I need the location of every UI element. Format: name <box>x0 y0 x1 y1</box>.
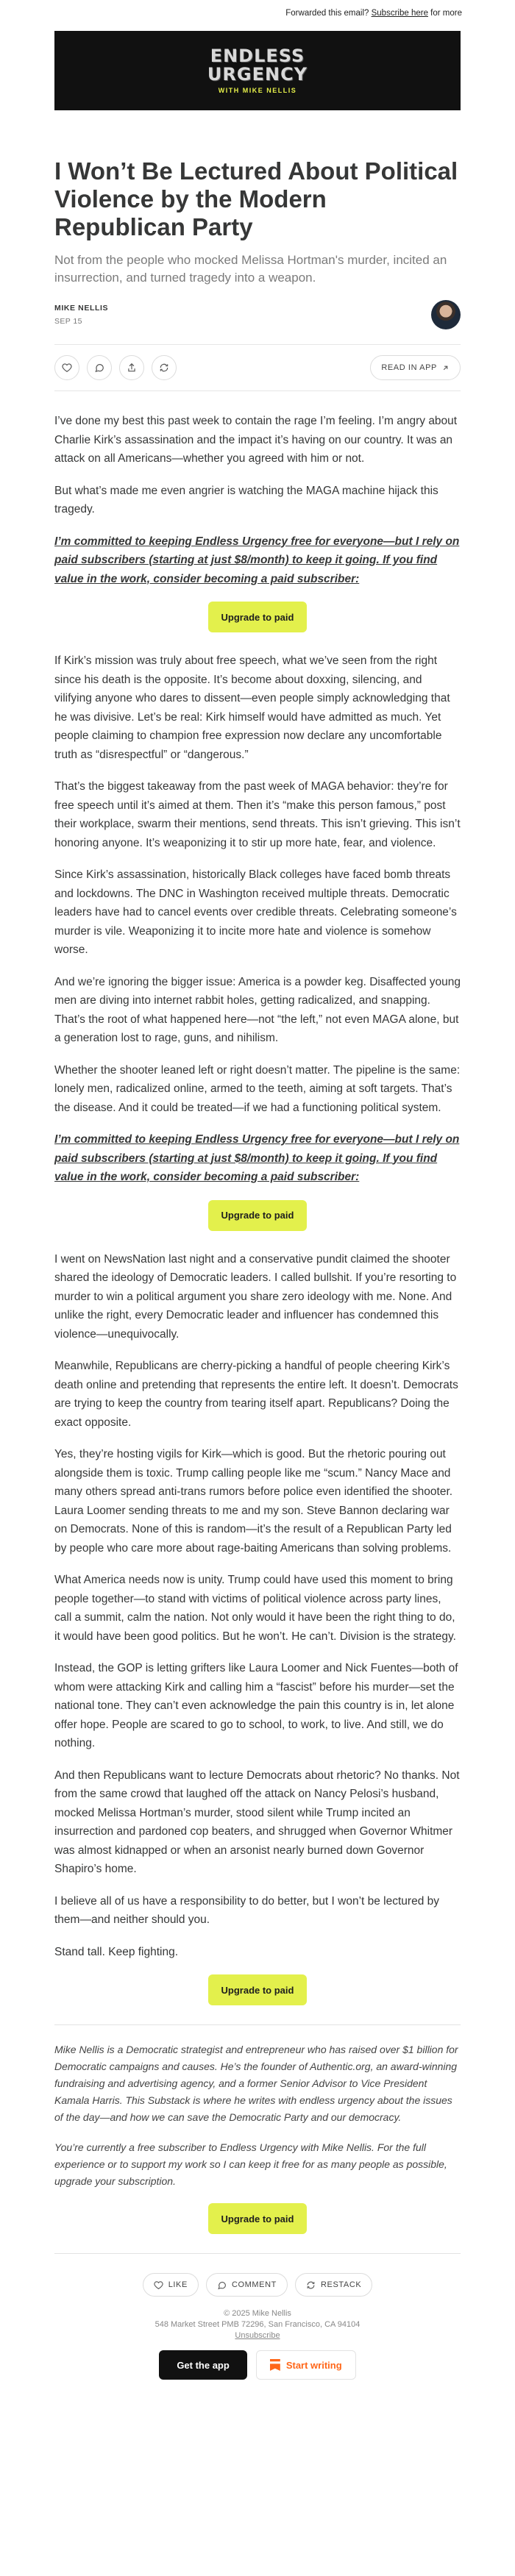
paragraph: I believe all of us have a responsibility to do better, but I won’t be lectured by them—and neither should you. <box>54 1894 440 1926</box>
paragraph: If Kirk’s mission was truly about free speech, what we’ve seen from the right since his death is the opposite. It’s become about doxxing, silencing, and vilifying anyone who dares to dissent—even people simply acknowledging that he was divisive. Let’s be real: Kirk himself would have admitted as much. Yet people claiming to champion free expression now declare any uncomfortable truth as “disrespectful” or “dangerous.” <box>54 654 450 761</box>
bio-paragraph: You’re currently a free subscriber to Endless Urgency with Mike Nellis. For the full experience or to support my work so I can keep it free for as many people as possible, upgrade your subscription. <box>54 2141 447 2187</box>
share-button[interactable] <box>119 355 144 380</box>
paragraph: Whether the shooter leaned left or right doesn’t matter. The pipeline is the same: lonely men, radicalized online, armed to the teeth, aiming at soft targets. That’s the disease. And it could be treated—if we had a functioning political system. <box>54 1063 461 1114</box>
copyright: © 2025 Mike Nellis <box>224 2309 291 2318</box>
paragraph: I went on NewsNation last night and a conservative pundit claimed the shooter shared the ideology of Democratic leaders. I called bullshit. If you’re resorting to murder to win a political argument you share zero ideology with me. None. And unlike the right, every Democratic leader and influencer has condemned this violence—unequivocally. <box>54 1252 457 1341</box>
heart-icon <box>62 363 72 373</box>
start-writing-button[interactable] <box>256 2350 356 2380</box>
byline <box>54 300 461 329</box>
footer-restack-button[interactable] <box>295 2273 372 2297</box>
like-label: LIKE <box>168 2280 188 2289</box>
bio-paragraph: Mike Nellis is a Democratic strategist and entrepreneur who has raised over $1 billion for Democratic campaigns and causes. He’s the founder of Authentic.org, an award-winning fundraising and advertising agency, and a former Senior Advisor to Vice President Kamala Harris. This Substack is where he writes with endless urgency about the issues of the day—and how we can save the Democratic Party and our democracy. <box>54 2044 458 2123</box>
email-footer <box>54 2308 461 2341</box>
forwarded-line <box>0 0 515 22</box>
post-content <box>0 157 515 2380</box>
comment-icon <box>94 363 104 373</box>
paragraph: And we’re ignoring the bigger issue: America is a powder keg. Disaffected young men are diving into internet rabbit holes, getting radicalized, and snapping. That’s the root of what happened here—not “the left,” not even MAGA alone, but a generation lost to rage, guns, and nihilism. <box>54 975 461 1044</box>
restack-icon <box>306 2280 316 2290</box>
paragraph: I’ve done my best this past week to contain the rage I’m feeling. I’m angry about Charlie Kirk’s assassination and the impact it’s having on our country. It was an attack on all Americans—whether you agreed with him or not. <box>54 415 458 465</box>
share-icon <box>127 363 137 373</box>
action-bar <box>54 344 461 391</box>
author-name[interactable]: MIKE NELLIS <box>54 304 109 313</box>
subscription-promo: I’m committed to keeping Endless Urgency free for everyone—but I rely on paid subscribers (starting at just $8/month) to keep it going. If you find value in the work, consider becoming a paid subscriber: <box>54 1133 460 1183</box>
footer-action-bar <box>54 2253 461 2297</box>
forwarded-text: Forwarded this email? <box>285 9 369 18</box>
restack-label: RESTACK <box>320 2280 362 2289</box>
get-the-app-button[interactable]: Get the app <box>159 2350 247 2380</box>
substack-logo-icon <box>270 2359 280 2371</box>
read-in-app-label: READ IN APP <box>381 363 437 372</box>
restack-icon <box>159 363 169 373</box>
paragraph: That’s the biggest takeaway from the past week of MAGA behavior: they’re for free speech until it’s aimed at them. Then it’s “make this person famous,” post their workplace, swarm their mentions, send threats. This isn’t grieving. This isn’t honoring anyone. It’s weaponizing it to stir up more hate, fear, and violence. <box>54 780 461 849</box>
post-date: SEP 15 <box>54 317 82 326</box>
paragraph: But what’s made me even angrier is watching the MAGA machine hijack this tragedy. <box>54 484 438 515</box>
author-bio <box>54 2041 461 2190</box>
restack-button[interactable] <box>152 355 177 380</box>
paragraph: Yes, they’re hosting vigils for Kirk—which is good. But the rhetoric pouring out alongside them is toxic. Trump calling people like me “scum.” Nancy Mace and many others spread anti-trans rumors before police even identified the shooter. Laura Loomer sending threats to me and my son. Steve Bannon declaring war on Democrats. None of this is random—it’s the result of a Republican Party led by people who care more about rage-baiting Americans than solving problems. <box>54 1448 453 1555</box>
subscription-promo: I’m committed to keeping Endless Urgency free for everyone—but I rely on paid subscribers (starting at just $8/month) to keep it going. If you find value in the work, consider becoming a paid subscriber: <box>54 535 460 585</box>
subscribe-link[interactable]: Subscribe here <box>371 9 428 18</box>
paragraph: What America needs now is unity. Trump could have used this moment to bring people together—to stand with victims of political violence across party lines, call a summit, calm the nation. Not only would it have been the right thing to do, it would have been good politics. But he won’t. He can’t. Division is the strategy. <box>54 1574 456 1643</box>
read-in-app-button[interactable] <box>370 355 461 380</box>
footer-like-button[interactable] <box>143 2273 199 2297</box>
footer-comment-button[interactable] <box>206 2273 288 2297</box>
divider <box>54 2024 461 2025</box>
start-writing-label: Start writing <box>285 2359 342 2371</box>
banner-line-3: WITH MIKE NELLIS <box>218 87 297 94</box>
arrow-up-right-icon <box>441 364 450 372</box>
upgrade-to-paid-button[interactable]: Upgrade to paid <box>208 2203 308 2234</box>
publication-banner[interactable] <box>54 31 461 110</box>
post-body <box>54 412 461 2005</box>
upgrade-to-paid-button[interactable]: Upgrade to paid <box>208 602 308 632</box>
paragraph: Stand tall. Keep fighting. <box>54 1945 179 1958</box>
paragraph: Since Kirk’s assassination, historically Black colleges have faced bomb threats and lockdowns. The DNC in Washington received multiple threats. Democratic leaders have had to cancel events over credible threats. Celebrating someone’s murder is vile. Weaponizing it to incite more hate and violence is somehow worse. <box>54 868 457 956</box>
paragraph: Instead, the GOP is letting grifters like Laura Loomer and Nick Fuentes—both of whom were attacking Kirk and calling him a “fascist” before his murder—set the national tone. They can’t even acknowledge the pain this country is in, let alone offer hope. People are scared to go to school, to work, to live. And still, we do nothing. <box>54 1662 458 1749</box>
heart-icon <box>154 2280 163 2290</box>
upgrade-to-paid-button[interactable]: Upgrade to paid <box>208 1200 308 1231</box>
like-button[interactable] <box>54 355 79 380</box>
mailing-address: 548 Market Street PMB 72296, San Francisco, CA 94104 <box>154 2320 360 2329</box>
unsubscribe-link[interactable]: Unsubscribe <box>235 2331 280 2340</box>
paragraph: And then Republicans want to lecture Democrats about rhetoric? No thanks. Not from the same crowd that laughed off the attack on Nancy Pelosi’s husband, mocked Melissa Hortman’s murder, stood silent while Trump incited an insurrection and pardoned cop beaters, and shrugged when Governor Whitmer was almost kidnapped or when an arsonist nearly burned down Governor Shapiro’s home. <box>54 1769 460 1875</box>
comment-icon <box>217 2280 227 2290</box>
upgrade-to-paid-button[interactable]: Upgrade to paid <box>208 1974 308 2005</box>
post-subtitle: Not from the people who mocked Melissa Hortman's murder, incited an insurrection, and turned tragedy into a weapon. <box>54 253 447 285</box>
comment-button[interactable] <box>87 355 112 380</box>
app-buttons <box>54 2350 461 2380</box>
forwarded-suffix: for more <box>430 9 462 18</box>
banner-line-1: ENDLESS <box>210 46 305 66</box>
post-title[interactable]: I Won’t Be Lectured About Political Violence by the Modern Republican Party <box>54 157 458 240</box>
author-avatar[interactable] <box>431 300 461 329</box>
paragraph: Meanwhile, Republicans are cherry-picking a handful of people cheering Kirk’s death online and pretending that represents the entire left. It doesn’t. Democrats are trying to keep the country from tearing itself apart. Republicans? Doing the exact opposite. <box>54 1360 458 1429</box>
comment-label: COMMENT <box>231 2280 277 2289</box>
banner-line-2: URGENCY <box>207 64 308 85</box>
